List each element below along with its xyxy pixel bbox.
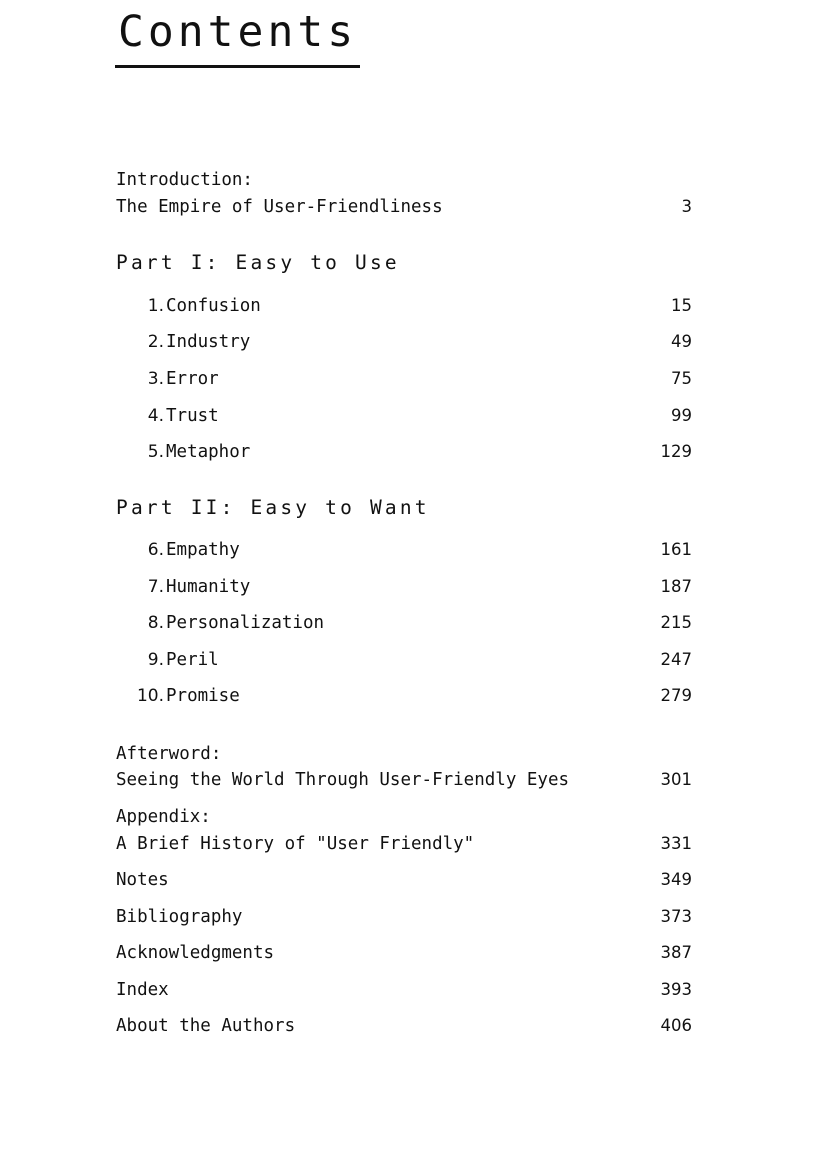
chapter-title: Trust xyxy=(166,406,219,426)
toc-entry-appendix[interactable] xyxy=(116,832,692,856)
entry-title: Notes xyxy=(116,870,169,890)
page-number: 161 xyxy=(660,540,692,559)
toc-entry-chapter[interactable] xyxy=(116,575,692,599)
chapter-number: 8. xyxy=(147,613,164,633)
chapter-number: 2. xyxy=(147,332,164,352)
toc-entry-chapter[interactable] xyxy=(116,538,692,562)
page-title: Contents xyxy=(118,7,358,57)
appendix-subtitle: A Brief History of "User Friendly" xyxy=(116,834,475,854)
chapter-title: Promise xyxy=(166,686,240,706)
page-number: 349 xyxy=(660,870,692,889)
page-number: 129 xyxy=(660,442,692,461)
page-number: 99 xyxy=(671,406,692,425)
chapter-number: 10. xyxy=(136,686,164,706)
page-number: 387 xyxy=(660,943,692,962)
toc-entry-index[interactable] xyxy=(116,978,692,1002)
chapter-number: 7. xyxy=(147,577,164,597)
page-number: 15 xyxy=(671,296,692,315)
chapter-title: Industry xyxy=(166,332,251,352)
page-number: 215 xyxy=(660,613,692,632)
afterword-heading xyxy=(116,742,692,766)
chapter-title: Peril xyxy=(166,650,219,670)
toc-entry-chapter[interactable] xyxy=(116,294,692,318)
chapter-title: Error xyxy=(166,369,219,389)
chapter-number: 9. xyxy=(147,650,164,670)
page-number: 247 xyxy=(660,650,692,669)
introduction-heading-label: Introduction: xyxy=(116,170,253,190)
chapter-title: Confusion xyxy=(166,296,261,316)
chapter-title: Metaphor xyxy=(166,442,251,462)
chapter-number: 4. xyxy=(147,406,164,426)
page-number: 3 xyxy=(681,197,692,216)
afterword-heading-label: Afterword: xyxy=(116,744,222,764)
toc-entry-acknowledgments[interactable] xyxy=(116,941,692,965)
chapter-title: Empathy xyxy=(166,540,240,560)
toc-entry-chapter[interactable] xyxy=(116,330,692,354)
page-number: 279 xyxy=(660,686,692,705)
toc-entry-notes[interactable] xyxy=(116,868,692,892)
chapter-title: Humanity xyxy=(166,577,251,597)
toc-entry-introduction[interactable] xyxy=(116,195,692,219)
introduction-subtitle: The Empire of User-Friendliness xyxy=(116,197,443,217)
page-number: 187 xyxy=(660,577,692,596)
toc-entry-chapter[interactable] xyxy=(116,367,692,391)
entry-title: Acknowledgments xyxy=(116,943,275,963)
chapter-title: Personalization xyxy=(166,613,325,633)
toc-entry-afterword[interactable] xyxy=(116,768,692,792)
page-number: 49 xyxy=(671,332,692,351)
chapter-number: 1. xyxy=(147,296,164,316)
page-number: 373 xyxy=(660,907,692,926)
page-number: 75 xyxy=(671,369,692,388)
page-number: 393 xyxy=(660,980,692,999)
appendix-heading-label: Appendix: xyxy=(116,807,211,827)
introduction-heading xyxy=(116,168,692,192)
afterword-subtitle: Seeing the World Through User-Friendly Eyes xyxy=(116,770,570,790)
entry-title: Index xyxy=(116,980,169,1000)
chapter-number: 5. xyxy=(147,442,164,462)
toc-entry-chapter[interactable] xyxy=(116,404,692,428)
page-number: 301 xyxy=(660,770,692,789)
part-heading: Part I: Easy to Use xyxy=(116,251,400,274)
part-heading: Part II: Easy to Want xyxy=(116,496,430,519)
page-number: 406 xyxy=(660,1016,692,1035)
toc-entry-bibliography[interactable] xyxy=(116,905,692,929)
toc-entry-chapter[interactable] xyxy=(116,611,692,635)
appendix-heading xyxy=(116,805,692,829)
chapter-number: 3. xyxy=(147,369,164,389)
title-underline xyxy=(115,65,360,68)
toc-entry-chapter[interactable] xyxy=(116,440,692,464)
chapter-number: 6. xyxy=(147,540,164,560)
page-number: 331 xyxy=(660,834,692,853)
toc-entry-chapter[interactable] xyxy=(116,648,692,672)
entry-title: Bibliography xyxy=(116,907,243,927)
toc-entry-about-the-authors[interactable] xyxy=(116,1014,692,1038)
toc-entry-chapter[interactable] xyxy=(116,684,692,708)
entry-title: About the Authors xyxy=(116,1016,296,1036)
